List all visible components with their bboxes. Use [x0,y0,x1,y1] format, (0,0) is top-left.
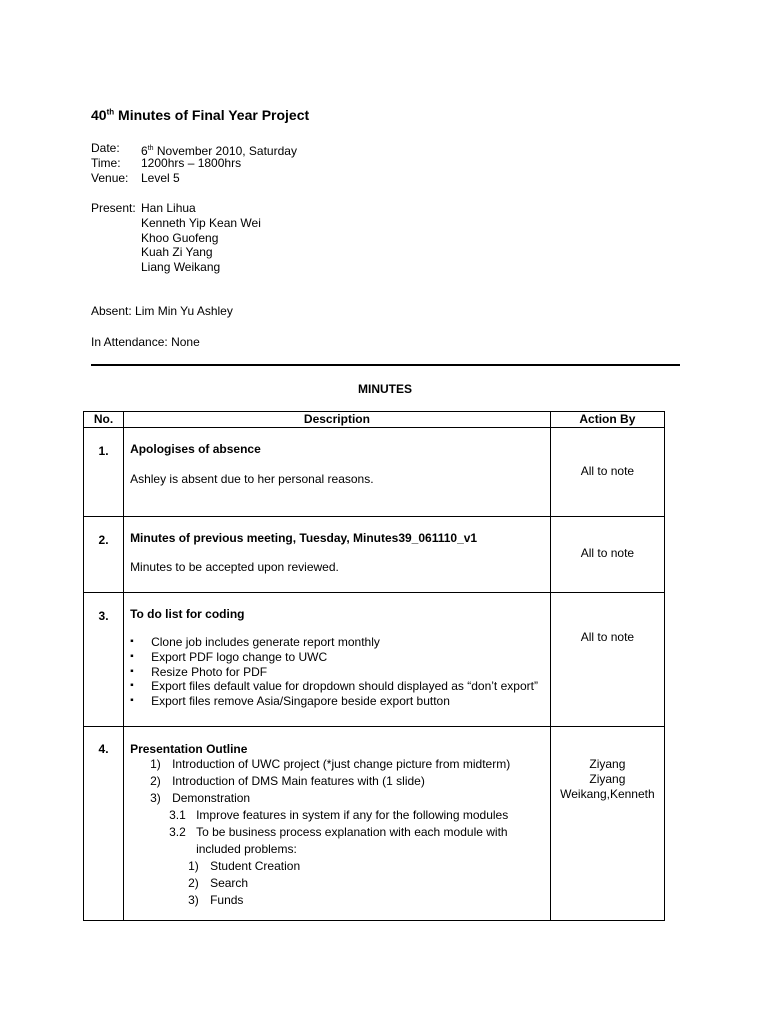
time-label: Time: [91,156,121,170]
document-title: 40th Minutes of Final Year Project [91,107,310,123]
row-description [124,428,551,517]
outline-list [150,756,544,807]
list-item: 2) Search [188,876,249,890]
item-body: Minutes to be accepted upon reviewed. [130,560,339,574]
minutes-heading: MINUTES [358,382,412,396]
date-value: 6th November 2010, Saturday [141,144,297,158]
module-list [188,858,544,909]
present-member: Khoo Guofeng [141,230,219,245]
minutes-table [83,411,665,921]
date-label: Date: [91,141,120,155]
item-body: Ashley is absent due to her personal reasons. [130,472,374,486]
row-description [124,727,551,921]
present-label: Present: [91,201,136,215]
header-action-by: Action By [550,412,664,428]
row-description [124,517,551,593]
action-text: Ziyang [589,757,626,771]
list-item: 1) Introduction of UWC project (*just change picture from midterm) [150,757,511,771]
row-number: 1. [84,428,124,517]
venue-label: Venue: [91,171,129,185]
action-text: All to note [580,464,635,478]
item-heading: Presentation Outline [130,742,248,756]
present-member: Kenneth Yip Kean Wei [141,215,261,230]
action-text: Ziyang [589,772,626,786]
item-heading: Minutes of previous meeting, Tuesday, Minutes39_061110_v1 [130,531,478,545]
action-text: All to note [580,630,635,644]
time-value: 1200hrs – 1800hrs [141,156,242,170]
action-list [551,757,664,802]
table-header-row [84,412,665,428]
table-row [84,517,665,593]
table-row [84,593,665,727]
present-member: Kuah Zi Yang [141,245,213,260]
todo-list [130,635,544,709]
horizontal-rule [91,364,680,366]
list-item: 3) Funds [188,893,244,907]
item-heading: Apologises of absence [130,442,261,456]
list-item: 3.1 Improve features in system if any for the following modules [169,808,509,822]
table-row [84,428,665,517]
row-number: 4. [84,727,124,921]
list-item: ▪ Clone job includes generate report monthly [130,635,544,650]
list-item: 1) Student Creation [188,859,301,873]
absent-line: Absent: Lim Min Yu Ashley [91,304,233,318]
row-action [550,517,664,593]
row-number: 2. [84,517,124,593]
venue-value: Level 5 [141,171,180,185]
row-action [550,727,664,921]
attendance-line: In Attendance: None [91,335,200,349]
item-heading: To do list for coding [130,607,245,621]
table-row [84,727,665,921]
row-action [550,593,664,727]
sub-outline-list [169,807,544,858]
list-item-continuation: included problems: [196,842,297,856]
list-item: ▪ Export files default value for dropdown should displayed as “don’t export” [130,679,544,694]
action-text: All to note [580,546,635,560]
action-text: Weikang,Kenneth [560,787,655,801]
header-description: Description [124,412,551,428]
row-number: 3. [84,593,124,727]
list-item: ▪ Resize Photo for PDF [130,665,544,680]
list-item: ▪ Export PDF logo change to UWC [130,650,544,665]
list-item: 3.2 To be business process explanation with each module with [169,825,508,839]
list-item: 3) Demonstration [150,791,251,805]
list-item: 2) Introduction of DMS Main features with (1 slide) [150,774,425,788]
list-item: ▪ Export files remove Asia/Singapore beside export button [130,694,544,709]
present-list [141,201,261,275]
present-member: Han Lihua [141,201,196,215]
header-no: No. [84,412,124,428]
row-description [124,593,551,727]
row-action [550,428,664,517]
present-member: Liang Weikang [141,260,221,275]
